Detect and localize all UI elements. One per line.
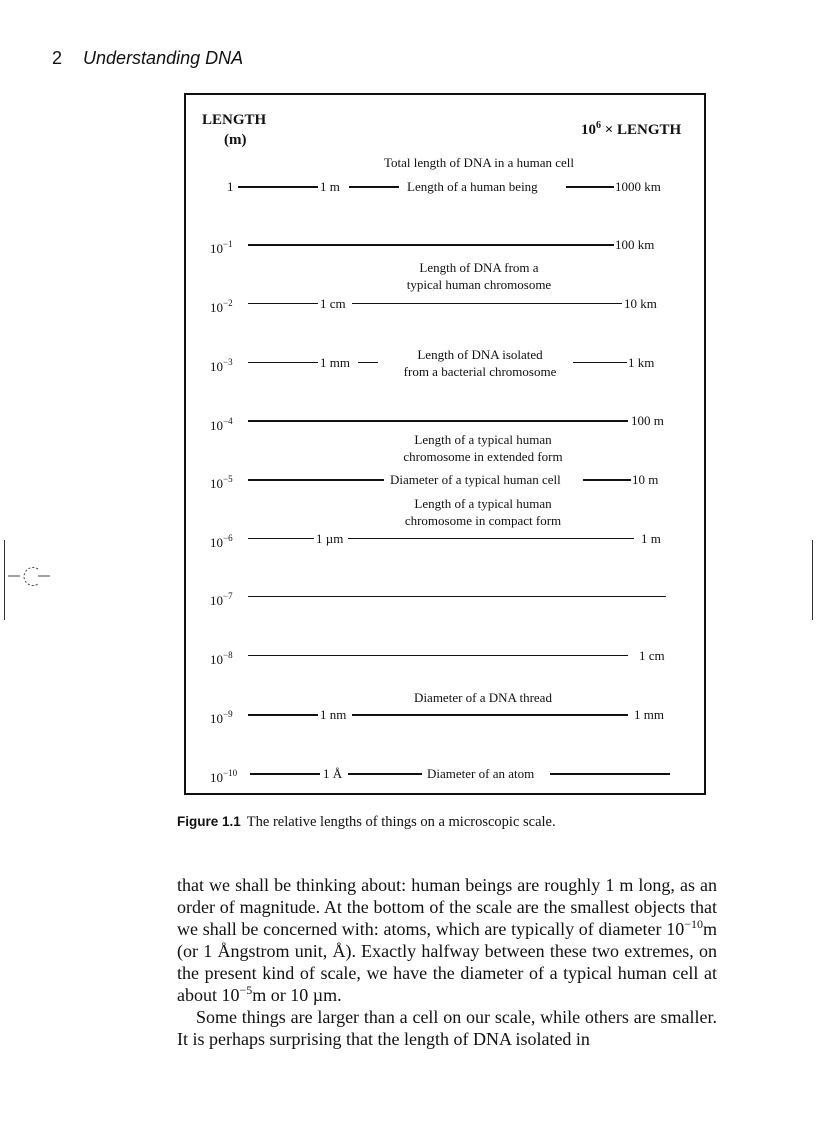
scale-power-0: 1 <box>227 179 234 194</box>
scale-line <box>238 186 318 188</box>
label-atom: Diameter of an atom <box>427 766 535 781</box>
scale-line <box>248 655 628 656</box>
label-chromosome-compact: Length of a typical human <box>414 496 552 511</box>
right-value-3: 1 km <box>628 355 655 370</box>
scale-line <box>348 773 422 775</box>
caption-text: The relative lengths of things on a microscopic scale. <box>246 814 556 830</box>
label-dna-chromosome: Length of DNA from a <box>419 260 539 275</box>
scale-line <box>349 186 399 188</box>
left-axis-unit: (m) <box>224 132 247 148</box>
label-human-cell: Diameter of a typical human cell <box>390 472 561 487</box>
paragraph: Some things are larger than a cell on our scale, while others are smaller. It is perhaps surprising that the length of DNA isolated in <box>177 1007 717 1049</box>
unit-marker-1mm: 1 mm <box>320 355 350 370</box>
scale-power-2: $10^{-2}$ <box>210 298 233 315</box>
registration-mark-icon <box>8 564 52 592</box>
label-dna-chromosome: typical human chromosome <box>406 277 552 292</box>
scale-line <box>248 714 318 716</box>
figure-caption <box>177 814 556 831</box>
scale-power-6: $10^{-6}$ <box>210 533 233 550</box>
left-axis-heading: LENGTH <box>202 112 267 128</box>
label-bacterial-dna: Length of DNA isolated <box>417 347 543 362</box>
scale-power-3: $10^{-3}$ <box>210 357 233 374</box>
scale-line <box>250 773 320 775</box>
scale-power-7: $10^{-7}$ <box>210 591 233 608</box>
figure-diagram <box>184 93 706 795</box>
unit-marker-1m: 1 m <box>320 179 340 194</box>
scale-line <box>248 479 384 481</box>
scale-power-4: $10^{-4}$ <box>210 416 233 433</box>
scale-line <box>352 714 628 716</box>
scale-line <box>248 303 318 304</box>
body-text <box>177 874 717 1050</box>
scale-power-9: $10^{-9}$ <box>210 709 233 726</box>
crop-mark-right <box>812 540 813 620</box>
scale-line <box>248 596 666 597</box>
right-value-2: 10 km <box>624 296 657 311</box>
paragraph: that we shall be thinking about: human beings are roughly 1 m long, as an order of magnitude. At the bottom of the scale are the smallest objects that we shall be concerned with: atoms, which are typically of diameter $10^{-10}m$ (or 1 Ångstrom unit, Å). Exactly halfway between these two extremes, on the present kind of scale, we have the diameter of a typical human cell at about $10^{-5}m$ or 10 µm. <box>177 875 717 1005</box>
running-title: Understanding DNA <box>83 48 244 68</box>
scale-line <box>248 538 314 539</box>
scale-power-5: $10^{-5}$ <box>210 474 233 491</box>
page-number: 2 <box>52 48 63 68</box>
label-human-being: Length of a human being <box>407 179 538 194</box>
right-value-8: 1 cm <box>639 648 665 663</box>
crop-mark-left <box>4 540 5 620</box>
scale-line <box>583 479 631 481</box>
scale-line <box>248 420 628 422</box>
unit-marker-1nm: 1 nm <box>320 707 347 722</box>
unit-marker-1um: 1 µm <box>316 531 344 546</box>
label-chromosome-extended: Length of a typical human <box>414 432 552 447</box>
scale-line <box>573 362 627 363</box>
scale-power-10: $10^{-10}$ <box>210 768 238 785</box>
scale-line <box>248 244 614 246</box>
scale-line <box>550 773 670 775</box>
label-bacterial-dna: from a bacterial chromosome <box>403 364 557 379</box>
right-axis-heading: $10^6$ × LENGTH <box>581 120 682 138</box>
running-header <box>52 48 243 69</box>
right-value-4: 100 m <box>631 413 664 428</box>
right-value-0: 1000 km <box>615 179 661 194</box>
right-value-1: 100 km <box>615 237 655 252</box>
right-value-5: 10 m <box>632 472 659 487</box>
right-value-9: 1 mm <box>634 707 664 722</box>
scale-line <box>566 186 614 188</box>
caption-label: Figure 1.1 <box>177 814 241 829</box>
right-value-6: 1 m <box>641 531 661 546</box>
scale-line <box>248 362 318 363</box>
scale-power-1: $10^{-1}$ <box>210 239 233 256</box>
scale-line <box>348 538 634 539</box>
label-chromosome-compact: chromosome in compact form <box>404 513 562 528</box>
scale-power-8: $10^{-8}$ <box>210 650 233 667</box>
scale-line <box>358 362 378 363</box>
label-dna-thread: Diameter of a DNA thread <box>414 690 552 705</box>
label-total-dna: Total length of DNA in a human cell <box>383 155 575 170</box>
label-chromosome-extended: chromosome in extended form <box>403 449 563 464</box>
unit-marker-1a: 1 Å <box>323 766 343 781</box>
unit-marker-1cm: 1 cm <box>320 296 346 311</box>
scale-line <box>352 303 622 304</box>
